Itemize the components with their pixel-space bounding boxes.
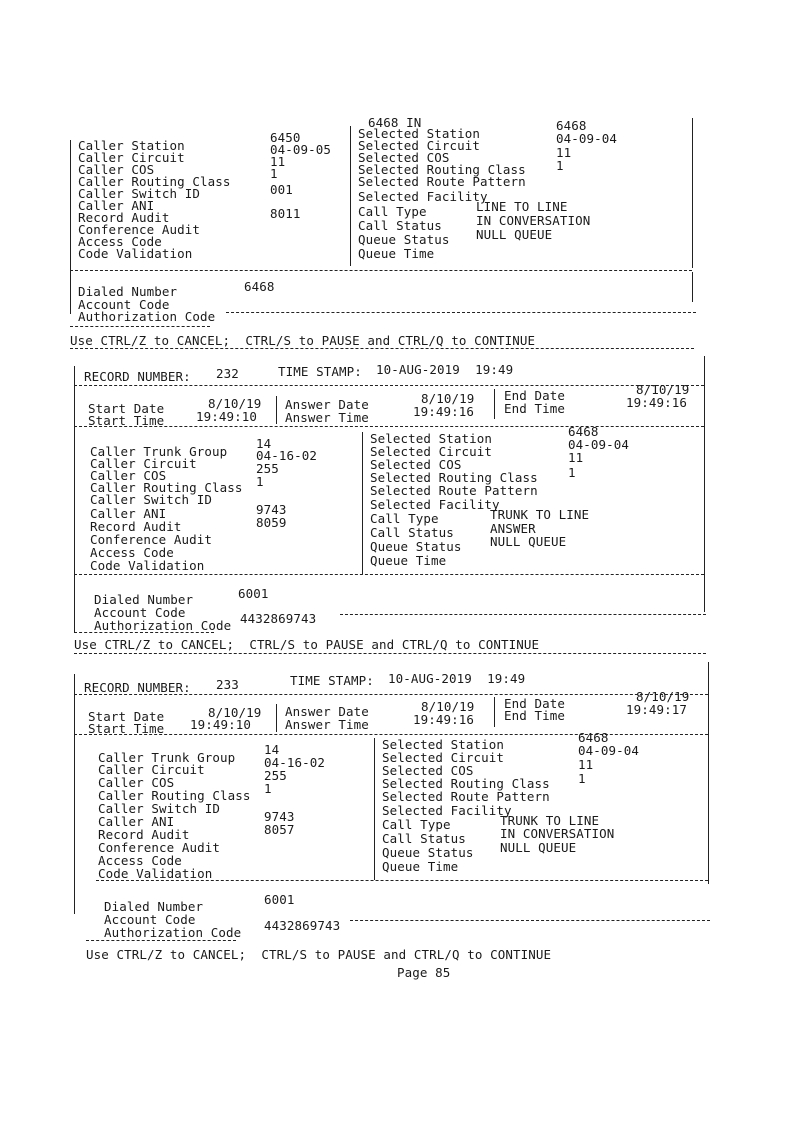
caller-field-label: Caller Circuit: [78, 150, 185, 165]
selected-field-label: Selected COS: [358, 150, 450, 165]
record-number-value: 233: [216, 677, 239, 692]
account-code-label: Account Code: [104, 912, 196, 927]
dialed-number-value: 6001: [264, 892, 295, 907]
caller-field-label: Caller ANI: [90, 506, 167, 521]
caller-field-value: 8059: [256, 515, 287, 530]
authorization-code-label: Authorization Code: [94, 618, 232, 633]
dialed-number-value: 6001: [238, 586, 269, 601]
end-time-label: End Time: [504, 708, 566, 723]
answer-time-label: Answer Time: [285, 410, 369, 425]
caller-field-value: 04-16-02: [264, 755, 326, 770]
footer-instructions: Use CTRL/Z to CANCEL; CTRL/S to PAUSE and CTRL/Q to CONTINUE: [70, 333, 536, 348]
record-number-label: RECORD NUMBER:: [84, 369, 191, 384]
caller-field-value: 14: [256, 436, 272, 451]
caller-field-label: Record Audit: [90, 519, 182, 534]
caller-field-value: 1: [264, 781, 272, 796]
caller-field-label: Code Validation: [78, 246, 193, 261]
start-date-label: Start Date: [88, 401, 165, 416]
selected-field-value: 11: [568, 450, 584, 465]
call-type-value: LINE TO LINE: [476, 199, 568, 214]
dialed-number-label: Dialed Number: [78, 284, 178, 299]
page-number: Page 85: [397, 965, 451, 980]
answer-date-value: 8/10/19: [421, 391, 475, 406]
start-date-label: Start Date: [88, 709, 165, 724]
caller-field-label: Caller Circuit: [90, 456, 197, 471]
end-date-label: End Date: [504, 696, 566, 711]
start-time-label: Start Time: [88, 413, 165, 428]
caller-field-label: Conference Audit: [78, 222, 201, 237]
selected-field-value: 6468: [578, 730, 609, 745]
selected-field-label: Queue Status: [370, 539, 462, 554]
selected-field-label: Selected Facility: [370, 497, 500, 512]
caller-field-label: Caller Switch ID: [98, 801, 221, 816]
selected-field-value: 1: [568, 465, 576, 480]
selected-field-label: Selected Circuit: [370, 444, 493, 459]
selected-field-label: Queue Time: [370, 553, 447, 568]
selected-field-label: Queue Status: [382, 845, 474, 860]
caller-field-label: Caller Routing Class: [78, 174, 231, 189]
caller-field-label: Access Code: [78, 234, 162, 249]
start-time-value: 19:49:10: [196, 409, 258, 424]
caller-field-label: Caller ANI: [78, 198, 155, 213]
record-number-value: 232: [216, 366, 239, 381]
caller-field-value: 001: [270, 182, 293, 197]
selected-field-label: Selected Circuit: [358, 138, 481, 153]
call-status-value: IN CONVERSATION: [500, 826, 615, 841]
queue-status-value: NULL QUEUE: [500, 840, 577, 855]
caller-field-label: Caller Circuit: [98, 762, 205, 777]
account-code-label: Account Code: [94, 605, 186, 620]
selected-field-label: Selected Routing Class: [382, 776, 550, 791]
authorization-code-value: 4432869743: [264, 918, 341, 933]
caller-field-value: 04-16-02: [256, 448, 318, 463]
end-time-value: 19:49:17: [626, 702, 688, 717]
selected-field-value: 6468: [568, 424, 599, 439]
record-number-label: RECORD NUMBER:: [84, 680, 191, 695]
selected-field-label: Queue Time: [358, 246, 435, 261]
call-type-value: TRUNK TO LINE: [490, 507, 590, 522]
dialed-number-value: 6468: [244, 279, 275, 294]
selected-field-value: 1: [556, 158, 564, 173]
selected-field-label: Queue Status: [358, 232, 450, 247]
selected-field-value: 11: [578, 757, 594, 772]
caller-field-label: Caller Trunk Group: [98, 750, 236, 765]
end-date-value: 8/10/19: [636, 382, 690, 397]
dialed-number-label: Dialed Number: [94, 592, 194, 607]
caller-field-label: Access Code: [90, 545, 174, 560]
call-status-value: ANSWER: [490, 521, 536, 536]
caller-field-label: Caller Switch ID: [78, 186, 201, 201]
time-stamp-label: TIME STAMP:: [278, 364, 362, 379]
caller-field-value: 9743: [264, 809, 295, 824]
caller-field-label: Caller Routing Class: [90, 480, 243, 495]
selected-field-label: Selected Route Pattern: [358, 174, 526, 189]
selected-field-label: Selected Circuit: [382, 750, 505, 765]
caller-field-value: 8057: [264, 822, 295, 837]
answer-date-value: 8/10/19: [421, 699, 475, 714]
selected-field-label: Selected Station: [358, 126, 481, 141]
selected-field-value: 04-09-04: [568, 437, 630, 452]
caller-field-value: 6450: [270, 130, 301, 145]
start-date-value: 8/10/19: [208, 705, 262, 720]
caller-field-label: Caller COS: [78, 162, 155, 177]
end-date-label: End Date: [504, 388, 566, 403]
start-time-label: Start Time: [88, 721, 165, 736]
selected-field-value: 6468: [556, 118, 587, 133]
end-time-label: End Time: [504, 401, 566, 416]
selected-field-label: Selected Station: [382, 737, 505, 752]
caller-field-label: Caller Routing Class: [98, 788, 251, 803]
selected-field-value: 1: [578, 771, 586, 786]
answer-time-value: 19:49:16: [413, 404, 475, 419]
selected-field-label: Call Status: [370, 525, 454, 540]
footer-instructions: Use CTRL/Z to CANCEL; CTRL/S to PAUSE and CTRL/Q to CONTINUE: [74, 637, 540, 652]
selected-field-value: 04-09-04: [556, 131, 618, 146]
answer-time-value: 19:49:16: [413, 712, 475, 727]
caller-field-label: Code Validation: [98, 866, 213, 881]
authorization-code-label: Authorization Code: [104, 925, 242, 940]
caller-field-value: 9743: [256, 502, 287, 517]
selected-field-label: Selected Route Pattern: [370, 483, 538, 498]
caller-field-value: 04-09-05: [270, 142, 332, 157]
end-date-value: 8/10/19: [636, 689, 690, 704]
caller-field-value: 1: [270, 166, 278, 181]
caller-field-value: 1: [256, 474, 264, 489]
selected-field-label: Selected Routing Class: [370, 470, 538, 485]
start-date-value: 8/10/19: [208, 396, 262, 411]
caller-field-label: Conference Audit: [98, 840, 221, 855]
caller-field-label: Record Audit: [78, 210, 170, 225]
call-status-value: IN CONVERSATION: [476, 213, 591, 228]
account-code-label: Account Code: [78, 297, 170, 312]
selected-field-label: Selected Facility: [358, 189, 488, 204]
selected-field-label: Call Type: [370, 511, 439, 526]
time-stamp-value: 10-AUG-2019 19:49: [376, 362, 514, 377]
call-type-value: TRUNK TO LINE: [500, 813, 600, 828]
caller-field-value: 8011: [270, 206, 301, 221]
authorization-code-value: 4432869743: [240, 611, 317, 626]
answer-date-label: Answer Date: [285, 397, 369, 412]
caller-field-label: Caller COS: [90, 468, 167, 483]
caller-field-value: 14: [264, 742, 280, 757]
selected-field-label: Selected Station: [370, 431, 493, 446]
selected-field-label: Selected COS: [370, 457, 462, 472]
caller-field-label: Access Code: [98, 853, 182, 868]
time-stamp-value: 10-AUG-2019 19:49: [388, 671, 526, 686]
caller-field-label: Caller ANI: [98, 814, 175, 829]
caller-field-label: Caller COS: [98, 775, 175, 790]
caller-field-label: Record Audit: [98, 827, 190, 842]
queue-status-value: NULL QUEUE: [476, 227, 553, 242]
selected-field-label: Call Status: [358, 218, 442, 233]
caller-field-label: Caller Switch ID: [90, 492, 213, 507]
selected-field-label: Call Status: [382, 831, 466, 846]
selected-field-label: Selected Facility: [382, 803, 512, 818]
queue-status-value: NULL QUEUE: [490, 534, 567, 549]
answer-time-label: Answer Time: [285, 717, 369, 732]
caller-field-value: 255: [264, 768, 287, 783]
selected-field-label: Selected COS: [382, 763, 474, 778]
caller-field-label: Conference Audit: [90, 532, 213, 547]
caller-field-label: Caller Station: [78, 138, 185, 153]
caller-field-value: 255: [256, 461, 279, 476]
selected-field-value: 04-09-04: [578, 743, 640, 758]
selected-field-label: Selected Routing Class: [358, 162, 526, 177]
caller-field-value: 11: [270, 154, 286, 169]
extension-in: 6468 IN: [368, 115, 422, 130]
selected-field-label: Call Type: [382, 817, 451, 832]
dialed-number-label: Dialed Number: [104, 899, 204, 914]
caller-field-label: Caller Trunk Group: [90, 444, 228, 459]
time-stamp-label: TIME STAMP:: [290, 673, 374, 688]
footer-instructions: Use CTRL/Z to CANCEL; CTRL/S to PAUSE and CTRL/Q to CONTINUE: [86, 947, 552, 962]
selected-field-label: Queue Time: [382, 859, 459, 874]
selected-field-label: Call Type: [358, 204, 427, 219]
start-time-value: 19:49:10: [190, 717, 252, 732]
caller-field-label: Code Validation: [90, 558, 205, 573]
end-time-value: 19:49:16: [626, 395, 688, 410]
selected-field-label: Selected Route Pattern: [382, 789, 550, 804]
selected-field-value: 11: [556, 145, 572, 160]
authorization-code-label: Authorization Code: [78, 309, 216, 324]
answer-date-label: Answer Date: [285, 704, 369, 719]
